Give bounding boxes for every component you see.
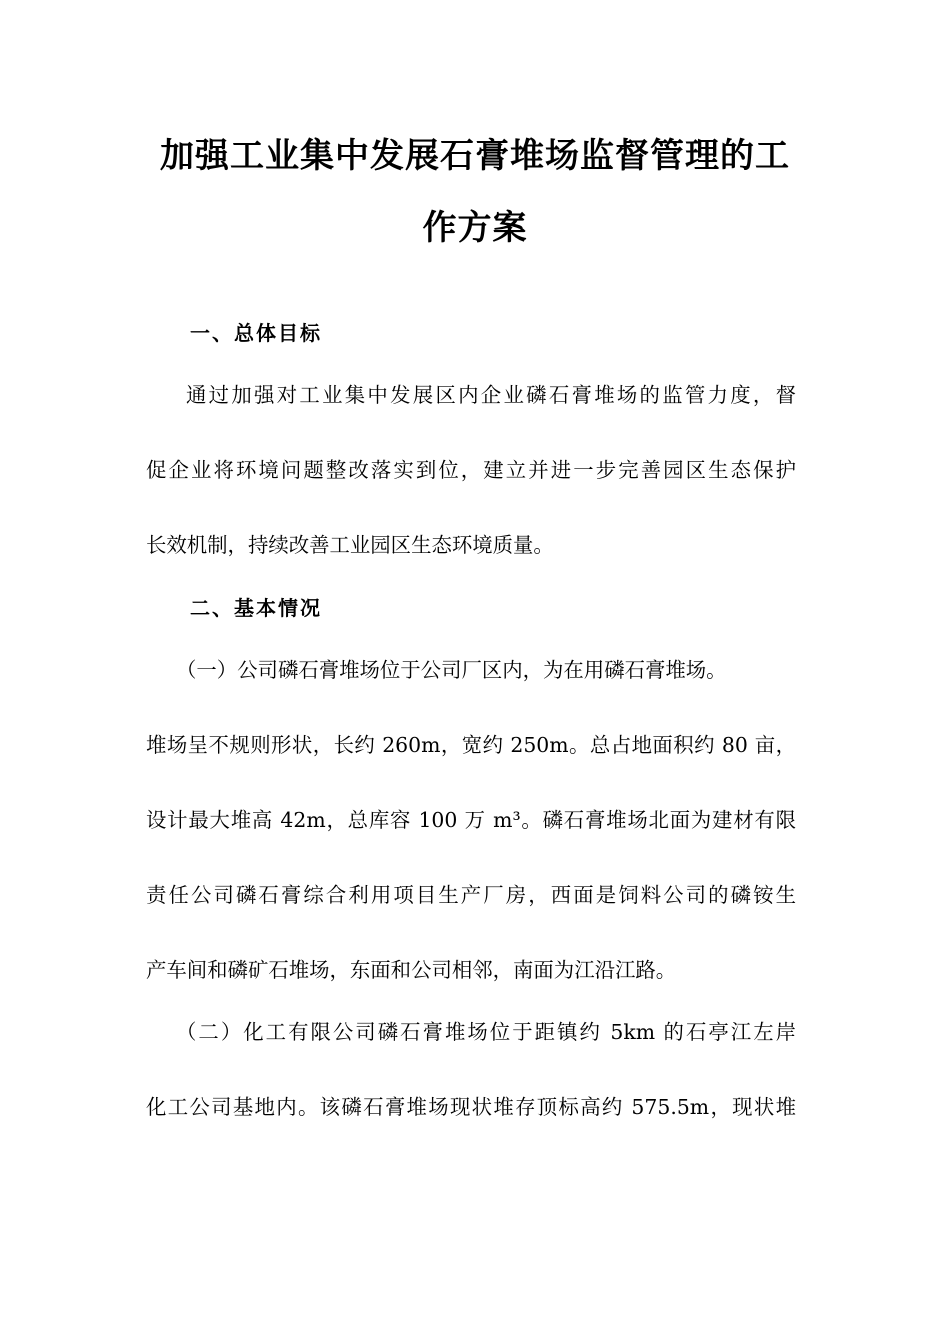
paragraph-line: 促企业将环境问题整改落实到位，建立并进一步完善园区生态保护 [146, 458, 796, 482]
paragraph-line: 产车间和磷矿石堆场，东面和公司相邻，南面为江沿江路。 [146, 958, 677, 982]
section-heading-basic-situation: 二、基本情况 [190, 596, 322, 620]
paragraph-line: 通过加强对工业集中发展区内企业磷石膏堆场的监管力度，督 [186, 383, 796, 407]
paragraph-line: （二）化工有限公司磷石膏堆场位于距镇约 5km 的石亭江左岸 [176, 1020, 796, 1044]
paragraph-line: （一）公司磷石膏堆场位于公司厂区内，为在用磷石膏堆场。 [176, 658, 727, 682]
document-title-line-1: 加强工业集中发展石膏堆场监督管理的工 [160, 136, 790, 176]
paragraph-line: 责任公司磷石膏综合利用项目生产厂房，西面是饲料公司的磷铵生 [146, 883, 796, 907]
paragraph-line: 化工公司基地内。该磷石膏堆场现状堆存顶标高约 575.5m，现状堆 [146, 1095, 796, 1119]
paragraph-line: 设计最大堆高 42m，总库容 100 万 m³。磷石膏堆场北面为建材有限 [146, 808, 796, 832]
paragraph-line: 堆场呈不规则形状，长约 260m，宽约 250m。总占地面积约 80 亩， [146, 733, 796, 757]
document-title-line-2: 作方案 [422, 208, 528, 248]
paragraph-line: 长效机制，持续改善工业园区生态环境质量。 [146, 533, 554, 557]
section-heading-overall-goal: 一、总体目标 [190, 321, 322, 345]
